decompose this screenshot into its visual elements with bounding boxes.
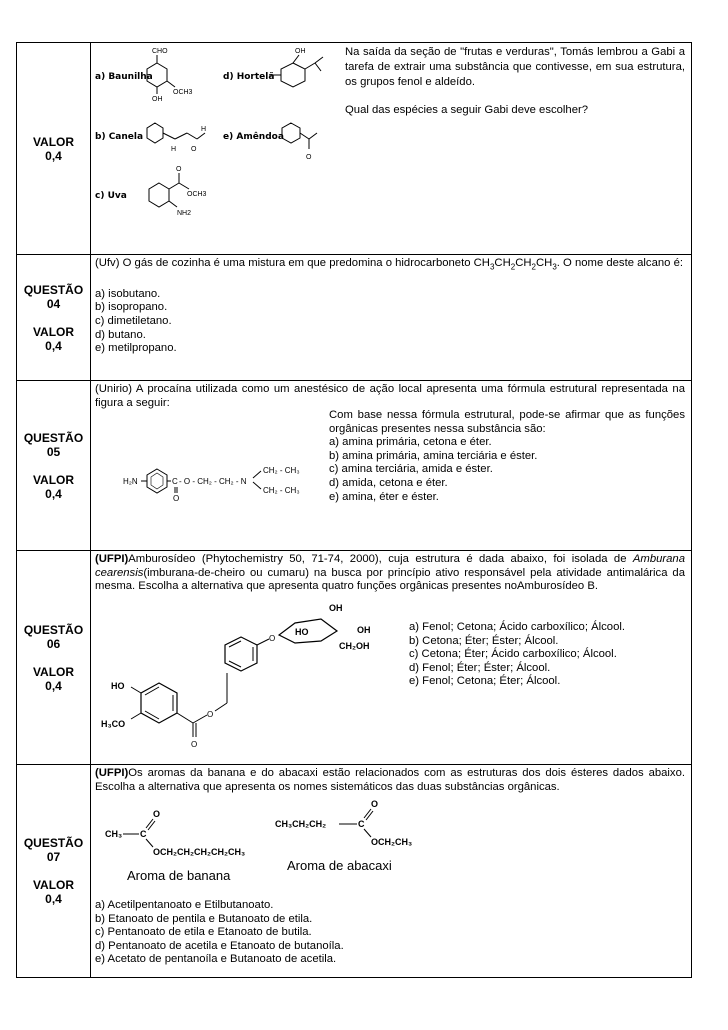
ethyl-bottom: CH₂ - CH₃ [263,486,300,495]
h2n-text: H₂N [123,477,138,486]
species-label-d: d) Hortelã [223,72,275,82]
valor-label: VALOR [32,664,75,679]
q03-structures [95,43,345,251]
question-row-03 [17,43,691,255]
q03-structures-svg [95,43,345,251]
valor-label: VALOR [32,134,75,149]
question-label-col [17,381,91,550]
amburoside-structure [99,603,399,763]
q06-source: (UFPI) [95,553,129,565]
q04-stem: (Ufv) O gás de cozinha é uma mistura em que predomina o hidrocarboneto $CH_3CH_2CH_2CH_3$. O nome deste alcano é: [95,257,683,272]
banana-o: O [153,809,161,819]
ester-structures [99,801,439,891]
species-label-a: a) Baunilha [95,72,153,82]
o-text: O [173,494,180,503]
chain-text: - O - CH₂ - CH₂ - N [179,477,247,486]
o-text-glyc: O [269,634,276,643]
valor-value: 0,4 [45,148,62,163]
q04-options [95,288,685,356]
option-d: d) butano. [95,328,146,341]
oh-text: OH [152,96,163,103]
o-text-e: O [306,154,312,161]
option-c: c) dimetiletano. [95,315,172,328]
o-text-c: O [176,166,182,173]
question-row-06 [17,551,691,765]
q03-intro: Na saída da seção de "frutas e verduras", Tomás lembrou a Gabi a tarefa de extrair uma substância que contivesse, em sua estrutura, os grupos fenol e aldeído. [345,46,685,89]
banana-chain: OCH₂CH₂CH₂CH₂CH₃ [153,847,246,857]
och3-text: OCH3 [173,89,193,96]
valor-value: 0,4 [45,678,62,693]
h-text-2: H [171,146,177,153]
q05-right-text: Com base nessa fórmula estrutural, pode-se afirmar que as funções orgânicas presentes nessa substância são: [329,409,685,435]
q07-stem [95,767,685,794]
species-label-e: e) Amêndoa [223,132,284,142]
option-b: b) isopropano. [95,301,168,314]
option-b: b) Cetona; Éter; Éster; Álcool. [409,634,559,647]
oh-text-d: OH [295,48,306,55]
q06-stem [95,553,685,594]
valor-label: VALOR [32,878,75,892]
option-b: b) amina primária, amina terciária e éster. [329,449,538,462]
abacaxi-chain: CH₃CH₂CH₂ [275,819,327,829]
c-text: C [172,477,178,486]
question-label-col [17,255,91,380]
valor-value: 0,4 [45,486,62,501]
option-c: c) amina terciária, amida e éster. [329,463,493,476]
valor-label: VALOR [32,324,75,339]
question-row-05 [17,381,691,551]
q03-question: Qual das espécies a seguir Gabi deve escolher? [345,103,589,116]
abacaxi-o: O [371,799,379,809]
question-label-col [17,551,91,764]
oh-text-2: OH [357,625,371,635]
q05-options [329,436,685,504]
q07-source: (UFPI) [95,767,129,779]
o-text-ether: O [207,710,214,719]
q04-stem-b: . O nome deste alcano é: [556,257,683,269]
q06-species: Amburana cearensis [95,553,685,579]
abacaxi-c: C [358,819,365,829]
h3co-text: H₃CO [101,719,126,729]
option-e: e) amina, éter e éster. [329,490,439,503]
q06-options [409,621,625,689]
q07-stem-text: Os aromas da banana e do abacaxi estão relacionados com as estruturas dos dois ésteres dados abaixo. Escolha a alternativa que apresenta os nomes sistemáticos das duas substâncias orgânicas. [95,767,685,793]
option-e: e) Acetato de pentanoíla e Butanoato de acetila. [95,953,337,966]
banana-caption: Aroma de banana [127,868,231,883]
nh2-text: NH2 [177,210,192,217]
ho-text-sugar: HO [295,627,309,637]
abacaxi-och: OCH₂CH₃ [371,837,413,847]
q05-right [329,409,685,504]
questao-label: QUESTÃO [23,622,84,637]
valor-value: 0,4 [45,338,62,353]
cyclohexane-ring [281,63,305,87]
option-c: c) Pentanoato de etila e Etanoato de butila. [95,926,312,939]
q05-stem: (Unirio) A procaína utilizada como um anestésico de ação local apresenta uma fórmula estrutural representada na figura a seguir: [95,383,685,409]
och3-text-c: OCH3 [187,191,207,198]
questao-label: QUESTÃO [23,430,84,445]
question-label-col [17,43,91,254]
question-number: 05 [46,444,61,459]
option-e: e) metilpropano. [95,342,177,355]
species-label-b: b) Canela [95,132,144,142]
q06-stem-a: Amburosídeo (Phytochemistry 50, 71-74, 2000), cuja estrutura é dada abaixo, foi isolada de [128,553,633,565]
o-text-ester: O [191,740,198,749]
question-label-col [17,765,91,977]
option-c: c) Cetona; Éter; Ácido carboxílico; Álcool. [409,648,617,661]
h-text: H [201,126,207,133]
q06-stem-b: (imburana-de-cheiro ou cumaru) na busca por princípio ativo responsável pela atividade antimalárica da mesma. Escolha a alternativa que apresenta quatro funções orgânicas presentes noAmburosídeo B. [95,566,685,593]
option-b: b) Etanoato de pentila e Butanoato de etila. [95,912,313,925]
exam-sheet [16,42,692,978]
valor-label: VALOR [32,472,75,487]
q04-body [95,257,685,378]
banana-c: C [140,829,147,839]
cho-text: CHO [152,48,168,55]
question-row-07 [17,765,691,977]
o-text: O [191,146,197,153]
option-a: a) Fenol; Cetona; Ácido carboxílico; Álcool. [409,621,626,633]
q03-text [345,45,685,118]
question-row-04 [17,255,691,381]
option-d: d) amida, cetona e éter. [329,476,448,489]
option-a: a) Acetilpentanoato e Etilbutanoato. [95,899,274,911]
question-number: 06 [46,636,61,651]
procaine-structure [117,461,327,511]
questao-label: QUESTÃO [23,282,84,297]
option-d: d) Pentanoato de acetila e Etanoato de butanoíla. [95,939,344,952]
banana-ch3: CH₃ [105,829,123,839]
oh-text-1: OH [329,603,343,613]
option-d: d) Fenol; Éter; Éster; Álcool. [409,661,551,674]
ethyl-top: CH₂ - CH₃ [263,466,300,475]
abacaxi-caption: Aroma de abacaxi [287,858,392,873]
question-number: 07 [46,850,61,864]
ho-text: HO [111,681,125,691]
option-e: e) Fenol; Cetona; Éter; Álcool. [409,675,561,688]
questao-label: QUESTÃO [23,836,84,850]
q07-options [95,899,344,967]
option-a: a) amina primária, cetona e éter. [329,436,492,449]
ch2oh-text: CH₂OH [339,641,370,651]
valor-value: 0,4 [45,892,62,906]
option-a: a) isobutano. [95,287,161,300]
species-label-c: c) Uva [95,191,127,201]
question-number: 04 [46,296,61,311]
q04-stem-a: (Ufv) O gás de cozinha é uma mistura em que predomina o hidrocarboneto CH [95,257,490,269]
